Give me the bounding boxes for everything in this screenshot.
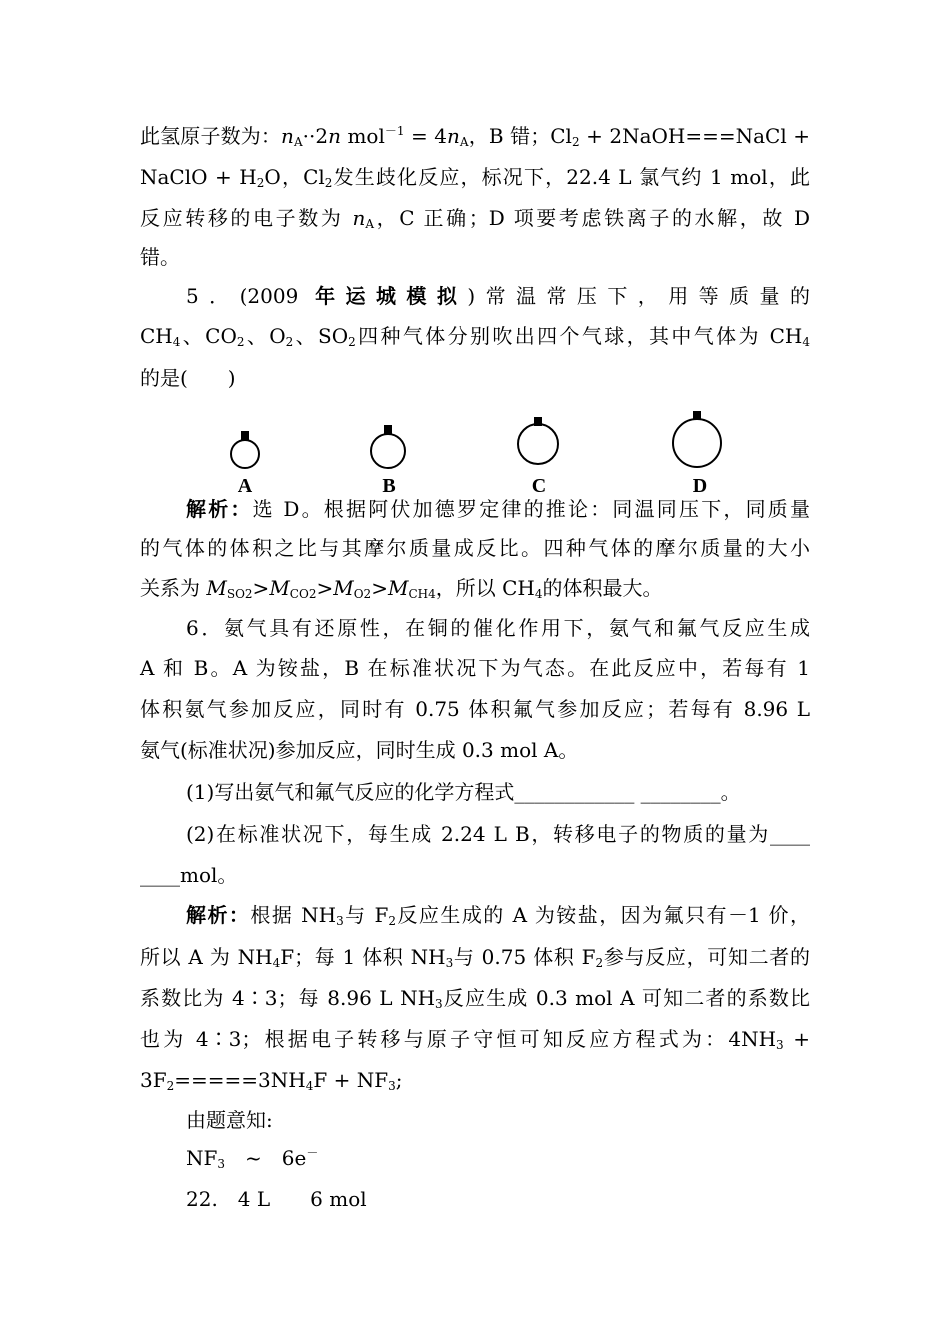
sol5-line-2: 的气体的体积之比与其摩尔质量成反比。四种气体的摩尔质量的大小: [140, 536, 810, 560]
balloons-figure: [0, 0, 950, 500]
sol5-line-1: 解析：选 D。根据阿伏加德罗定律的推论：同温同压下，同质量: [186, 497, 810, 521]
sol6-line-5: $3F_2=====3NH_4F + NF_3$;: [140, 1068, 403, 1093]
q5-line-2: $CH_4$、$CO_2$、$O_2$、$SO_2$四种气体分别吹出四个气球，其中气体为 $CH_4$: [140, 324, 810, 349]
sol4-line-1: 此氢原子数为：$n_A\cdot\cdot 2n$ $mol^{-1} = 4n_A$，B 错；$Cl_2$ + 2NaOH===NaCl +: [140, 124, 810, 149]
q6-line-3: 体积氨气参加反应，同时有 0.75 体积氟气参加反应；若每有 8.96 L: [140, 697, 810, 721]
balloon-a: [231, 431, 259, 497]
balloon-b: [371, 425, 405, 497]
q5-line-1: 5．(2009 年运城模拟)常温常压下，用等质量的: [186, 284, 810, 308]
sol4-line-2: NaClO + $H_2O$，$Cl_2$发生歧化反应，标况下，22.4 L 氯气约 1 mol，此: [140, 165, 810, 190]
balloon-label-a: A: [237, 475, 253, 497]
sol6-line-8: 22. 4 L 6 mol: [186, 1187, 367, 1211]
q6-line-1: 6．氨气具有还原性，在铜的催化作用下，氨气和氟气反应生成: [186, 616, 810, 640]
sol5-line-3: 关系为 $M_{SO2}>M_{CO2}>M_{O2}>M_{CH4}$，所以 $CH_4$的体积最大。: [140, 576, 663, 601]
balloon-label-c: C: [531, 475, 547, 497]
sol6-line-7: $NF_3$ ~ 6e－: [186, 1146, 319, 1171]
sol4-line-3: 反应转移的电子数为 $n_A$，C 正确；D 项要考虑铁离子的水解，故 D: [140, 206, 810, 231]
balloon-label-d: D: [692, 475, 708, 497]
sol6-line-4: 也为 4∶3；根据电子转移与原子守恒可知反应方程式为：$4NH_3$ +: [140, 1027, 810, 1052]
balloon-label-b: B: [382, 475, 396, 497]
q6-line-2: A 和 B。A 为铵盐，B 在标准状况下为气态。在此反应中，若每有 1: [140, 656, 810, 680]
sol6-line-3: 系数比为 4∶3；每 8.96 L $NH_3$反应生成 0.3 mol A 可知二者的系数比: [140, 986, 810, 1011]
sol6-line-6: 由题意知:: [186, 1108, 273, 1132]
q6-line-4: 氨气(标准状况)参加反应，同时生成 0.3 mol A。: [140, 738, 579, 762]
balloon-d: [673, 411, 721, 497]
q6-part-2-line-1: (2)在标准状况下，每生成 2.24 L B，转移电子的物质的量为____: [186, 822, 810, 846]
q6-part-2-line-2: ____mol。: [140, 863, 238, 887]
sol6-line-2: 所以 A 为 $NH_4F$；每 1 体积 $NH_3$与 0.75 体积 $F_2$参与反应，可知二者的: [140, 945, 810, 970]
sol4-line-4: 错。: [140, 245, 180, 269]
q6-part-1: (1)写出氨气和氟气反应的化学方程式____________ ________。: [186, 780, 741, 804]
q5-line-3: 的是( ): [140, 366, 236, 390]
balloon-c: [518, 417, 558, 497]
sol6-line-1: 解析：根据 $NH_3$与 $F_2$反应生成的 A 为铵盐，因为氟只有－1 价，: [186, 903, 810, 928]
